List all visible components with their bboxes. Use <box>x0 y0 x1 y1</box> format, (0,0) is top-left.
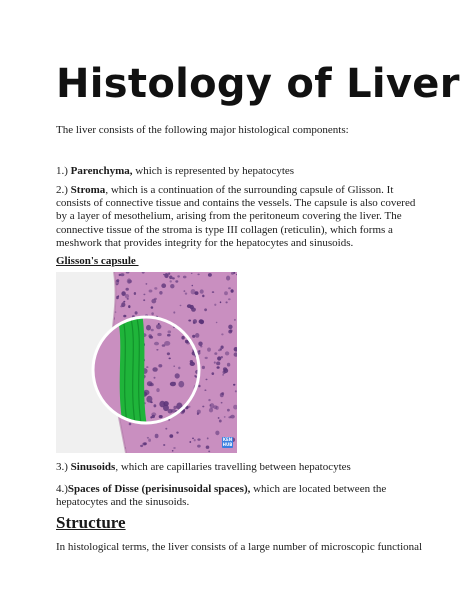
cell-nucleus <box>199 319 204 323</box>
cell-nucleus <box>214 304 216 306</box>
cell-nucleus <box>194 375 196 377</box>
cell-nucleus <box>225 351 229 355</box>
cell-nucleus <box>175 280 178 282</box>
cell-nucleus <box>150 401 153 403</box>
cell-nucleus <box>151 329 154 332</box>
cell-nucleus <box>223 367 227 371</box>
cell-nucleus <box>192 335 195 338</box>
cell-nucleus <box>170 280 172 282</box>
cell-nucleus <box>128 280 132 283</box>
list-item-term: Sinusoids <box>70 461 116 473</box>
cell-nucleus <box>173 311 175 313</box>
cell-nucleus <box>188 320 191 322</box>
cell-nucleus <box>216 362 220 366</box>
cell-nucleus <box>198 342 202 347</box>
figure-caption: Glisson's capsule <box>56 255 139 267</box>
cell-nucleus <box>202 406 204 408</box>
cell-nucleus <box>143 299 145 301</box>
cell-nucleus <box>154 377 156 379</box>
cell-nucleus <box>228 330 232 334</box>
cell-nucleus <box>169 358 171 360</box>
cell-nucleus <box>198 385 200 388</box>
cell-nucleus <box>162 344 166 347</box>
cell-nucleus <box>228 325 232 330</box>
cell-nucleus <box>169 276 172 280</box>
list-item-number: 1.) <box>56 165 71 177</box>
cell-nucleus <box>180 305 182 306</box>
cell-nucleus <box>206 379 208 381</box>
cell-nucleus <box>192 285 194 287</box>
cell-nucleus <box>190 360 193 363</box>
cell-nucleus <box>207 348 211 352</box>
cell-nucleus <box>212 291 215 293</box>
list-item-spaces-of-disse <box>56 483 424 509</box>
cell-nucleus <box>208 399 210 401</box>
cell-nucleus <box>173 447 176 449</box>
cell-nucleus <box>148 439 151 442</box>
cell-nucleus <box>178 381 184 388</box>
list-item-text: , which are capillaries travelling between hepatocytes <box>115 461 351 473</box>
cell-nucleus <box>193 319 197 324</box>
cell-nucleus <box>191 273 193 274</box>
cell-nucleus <box>129 423 132 426</box>
kenhub-logo-badge <box>222 437 233 448</box>
cell-nucleus <box>163 274 165 276</box>
cell-nucleus <box>202 295 204 298</box>
cell-nucleus <box>205 357 208 359</box>
cell-nucleus <box>134 292 136 295</box>
cell-nucleus <box>228 298 231 300</box>
cell-nucleus <box>202 366 205 369</box>
cell-nucleus <box>128 305 130 308</box>
cell-nucleus <box>154 404 157 407</box>
cell-nucleus <box>214 361 216 363</box>
cell-nucleus <box>152 367 157 372</box>
cell-nucleus <box>159 415 163 418</box>
cell-nucleus <box>188 406 190 408</box>
cell-nucleus <box>191 289 196 294</box>
cell-nucleus <box>181 336 184 340</box>
cell-nucleus <box>208 273 212 277</box>
cell-nucleus <box>155 434 159 438</box>
cell-nucleus <box>142 443 146 446</box>
cell-nucleus <box>121 302 125 307</box>
list-item-text: , which is a continuation of the surrounding capsule of Glisson. It consists of connective tissue and contains the vessels. The capsule is also covered by a layer of mesothelium, arising from the peritoneum covering the liver. The connective tissue of the stroma is type III collagen (reticulin), which forms a meshwork that provides integrity for the hepatocytes and sinusoids. <box>56 184 416 249</box>
cell-nucleus <box>235 390 237 392</box>
cell-nucleus <box>209 408 213 412</box>
cell-nucleus <box>167 334 171 337</box>
cell-nucleus <box>226 301 228 303</box>
cell-nucleus <box>146 283 148 285</box>
cell-nucleus <box>169 434 173 438</box>
cell-nucleus <box>222 374 224 375</box>
cell-nucleus <box>135 311 138 314</box>
cell-nucleus <box>172 450 174 452</box>
cell-nucleus <box>218 349 221 351</box>
cell-nucleus <box>176 432 178 434</box>
cell-nucleus <box>151 299 156 304</box>
list-item-sinusoids <box>56 461 424 474</box>
cell-nucleus <box>183 276 187 279</box>
cell-nucleus <box>163 444 165 446</box>
cell-nucleus <box>154 342 159 346</box>
cell-nucleus <box>189 441 191 443</box>
cell-nucleus <box>168 409 173 414</box>
cell-nucleus <box>220 301 222 303</box>
cell-nucleus <box>126 288 129 291</box>
cell-nucleus <box>140 445 143 447</box>
cell-nucleus <box>217 356 221 360</box>
cell-nucleus <box>197 274 199 276</box>
cell-nucleus <box>148 334 152 338</box>
cell-nucleus <box>226 276 230 281</box>
cell-nucleus <box>165 428 167 430</box>
badge-text: KEN HUB <box>222 437 233 447</box>
cell-nucleus <box>207 437 209 439</box>
cell-nucleus <box>146 325 151 331</box>
cell-nucleus <box>161 283 166 288</box>
cell-nucleus <box>233 384 235 386</box>
intro-paragraph: The liver consists of the following major histological components: <box>56 124 349 136</box>
micrograph-image <box>56 272 237 453</box>
cell-nucleus <box>234 319 236 321</box>
cell-nucleus <box>198 350 200 352</box>
cell-nucleus <box>151 412 156 416</box>
cell-nucleus <box>197 438 200 440</box>
cell-nucleus <box>200 346 202 348</box>
page-title: Histology of Liver <box>56 61 460 107</box>
list-item-stroma <box>56 184 424 250</box>
cell-nucleus <box>156 388 159 392</box>
cell-nucleus <box>197 445 201 448</box>
structure-paragraph: In histological terms, the liver consists of a large number of microscopic functional <box>56 541 423 553</box>
structure-heading: Structure <box>56 513 126 532</box>
cell-nucleus <box>221 346 224 349</box>
cell-nucleus <box>227 363 230 367</box>
cell-nucleus <box>204 308 207 311</box>
cell-nucleus <box>168 330 172 333</box>
cell-nucleus <box>230 415 235 419</box>
cell-nucleus <box>209 404 211 406</box>
cell-nucleus <box>170 284 174 288</box>
cell-nucleus <box>219 420 222 423</box>
cell-nucleus <box>147 437 149 439</box>
list-item-text: which are located between the hepatocytes and the sinusoids. <box>56 483 387 509</box>
cell-nucleus <box>192 438 194 440</box>
cell-nucleus <box>167 352 170 355</box>
cell-nucleus <box>194 439 196 441</box>
cell-nucleus <box>224 416 226 418</box>
cell-nucleus <box>175 373 180 378</box>
cell-nucleus <box>157 333 161 336</box>
histology-micrograph <box>56 272 237 453</box>
cell-nucleus <box>228 287 231 289</box>
cell-nucleus <box>206 446 210 449</box>
cell-nucleus <box>218 417 220 418</box>
cell-nucleus <box>168 273 170 275</box>
cell-nucleus <box>223 371 226 375</box>
cell-nucleus <box>208 451 210 453</box>
cell-nucleus <box>217 366 220 369</box>
cell-nucleus <box>159 291 162 295</box>
cell-nucleus <box>120 273 124 276</box>
cell-nucleus <box>215 431 219 436</box>
list-item-parenchyma <box>56 165 424 178</box>
cell-nucleus <box>151 312 154 315</box>
cell-nucleus <box>170 382 176 387</box>
list-item-number: 3.) <box>56 461 71 473</box>
cell-nucleus <box>158 364 162 367</box>
cell-nucleus <box>154 287 157 290</box>
cell-nucleus <box>231 272 234 275</box>
cell-nucleus <box>118 295 120 297</box>
cell-nucleus <box>212 372 215 375</box>
cell-nucleus <box>214 352 217 355</box>
cell-nucleus <box>231 289 234 293</box>
cell-nucleus <box>164 273 168 278</box>
cell-nucleus <box>224 291 228 295</box>
cell-nucleus <box>184 290 186 292</box>
cell-nucleus <box>221 402 223 404</box>
cell-nucleus <box>177 275 180 277</box>
cell-nucleus <box>143 294 145 296</box>
list-item-term: Parenchyma, <box>70 165 133 177</box>
cell-nucleus <box>204 389 206 391</box>
cell-nucleus <box>119 274 121 276</box>
cell-nucleus <box>216 322 218 323</box>
list-item-number: 2.) <box>56 184 71 196</box>
cell-nucleus <box>191 308 196 312</box>
list-item-text: which is represented by hepatocytes <box>132 165 295 177</box>
cell-nucleus <box>123 301 125 303</box>
list-item-term: Spaces of Disse (perisinusoidal spaces), <box>67 483 251 495</box>
cell-nucleus <box>220 393 224 398</box>
list-item-term: Stroma <box>70 184 106 196</box>
cell-nucleus <box>147 381 153 386</box>
cell-nucleus <box>197 412 199 415</box>
cell-nucleus <box>200 289 204 293</box>
cell-nucleus <box>151 306 154 309</box>
cell-nucleus <box>149 290 153 293</box>
cell-nucleus <box>195 333 199 338</box>
cell-nucleus <box>178 367 180 370</box>
cell-nucleus <box>227 409 230 412</box>
cell-nucleus <box>125 294 129 298</box>
cell-nucleus <box>221 333 223 335</box>
list-item-number: 4.) <box>56 483 68 495</box>
cell-nucleus <box>156 349 158 351</box>
cell-nucleus <box>187 304 192 308</box>
cell-nucleus <box>146 366 148 368</box>
cell-nucleus <box>185 293 187 295</box>
cell-nucleus <box>123 315 126 318</box>
cell-nucleus <box>156 324 161 329</box>
cell-nucleus <box>173 366 175 367</box>
